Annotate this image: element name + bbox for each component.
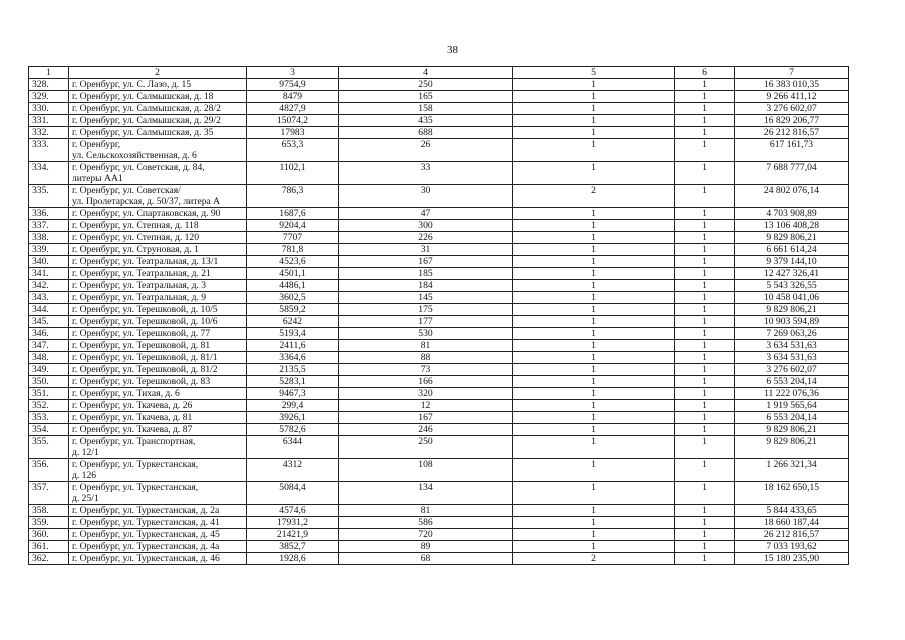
residents-cell: 88 xyxy=(339,352,513,364)
address-cell: г. Оренбург, ул. Туркестанская, д. 46 xyxy=(69,553,247,565)
row-number-cell: 360. xyxy=(29,529,69,541)
col-6-value-cell: 1 xyxy=(675,412,735,424)
residents-cell: 530 xyxy=(339,328,513,340)
amount-cell: 6 661 614,24 xyxy=(735,244,849,256)
amount-cell: 7 269 063,26 xyxy=(735,328,849,340)
col-5-value-cell: 1 xyxy=(513,529,675,541)
table-row xyxy=(29,103,849,115)
table-row xyxy=(29,388,849,400)
area-cell: 4501,1 xyxy=(247,268,339,280)
area-cell: 17983 xyxy=(247,127,339,139)
col-6-value-cell: 1 xyxy=(675,541,735,553)
area-cell: 7707 xyxy=(247,232,339,244)
table-row xyxy=(29,185,849,208)
col-5-value-cell: 1 xyxy=(513,482,675,505)
area-cell: 17931,2 xyxy=(247,517,339,529)
col-5-value-cell: 1 xyxy=(513,91,675,103)
amount-cell: 5 844 433,65 xyxy=(735,505,849,517)
address-cell: г. Оренбург, ул. Салмышская, д. 29/2 xyxy=(69,115,247,127)
col-6-value-cell: 1 xyxy=(675,517,735,529)
address-cell: г. Оренбург, ул. С. Лазо, д. 15 xyxy=(69,79,247,91)
area-cell: 1928,6 xyxy=(247,553,339,565)
col-6-value-cell: 1 xyxy=(675,139,735,162)
area-cell: 786,3 xyxy=(247,185,339,208)
col-6-value-cell: 1 xyxy=(675,424,735,436)
area-cell: 4523,6 xyxy=(247,256,339,268)
col-6-value-cell: 1 xyxy=(675,79,735,91)
area-cell: 8479 xyxy=(247,91,339,103)
table-row xyxy=(29,115,849,127)
col-6-value-cell: 1 xyxy=(675,364,735,376)
address-cell: г. Оренбург, ул. Терешковой, д. 10/5 xyxy=(69,304,247,316)
table-row xyxy=(29,268,849,280)
address-cell: г. Оренбург, ул. Театральная, д. 9 xyxy=(69,292,247,304)
header-col-5: 5 xyxy=(513,67,675,79)
area-cell: 6344 xyxy=(247,436,339,459)
row-number-cell: 354. xyxy=(29,424,69,436)
area-cell: 9467,3 xyxy=(247,388,339,400)
residents-cell: 167 xyxy=(339,412,513,424)
residents-cell: 12 xyxy=(339,400,513,412)
table-row xyxy=(29,412,849,424)
header-col-2: 2 xyxy=(69,67,247,79)
residents-cell: 250 xyxy=(339,79,513,91)
row-number-cell: 353. xyxy=(29,412,69,424)
residents-cell: 68 xyxy=(339,553,513,565)
col-6-value-cell: 1 xyxy=(675,162,735,185)
col-5-value-cell: 1 xyxy=(513,400,675,412)
amount-cell: 15 180 235,90 xyxy=(735,553,849,565)
table-row xyxy=(29,256,849,268)
col-6-value-cell: 1 xyxy=(675,388,735,400)
residents-cell: 166 xyxy=(339,376,513,388)
address-cell: г. Оренбург, ул. Туркестанская, д. 41 xyxy=(69,517,247,529)
amount-cell: 9 829 806,21 xyxy=(735,424,849,436)
col-6-value-cell: 1 xyxy=(675,220,735,232)
area-cell: 4486,1 xyxy=(247,280,339,292)
table-row xyxy=(29,340,849,352)
area-cell: 3602,5 xyxy=(247,292,339,304)
table-row xyxy=(29,304,849,316)
page-number: 38 xyxy=(447,44,458,56)
col-6-value-cell: 1 xyxy=(675,553,735,565)
row-number-cell: 357. xyxy=(29,482,69,505)
area-cell: 2411,6 xyxy=(247,340,339,352)
table-row xyxy=(29,400,849,412)
address-cell: г. Оренбург, ул. Салмышская, д. 28/2 xyxy=(69,103,247,115)
table-row xyxy=(29,79,849,91)
table-row xyxy=(29,162,849,185)
table-row xyxy=(29,424,849,436)
col-6-value-cell: 1 xyxy=(675,208,735,220)
residents-cell: 435 xyxy=(339,115,513,127)
row-number-cell: 358. xyxy=(29,505,69,517)
area-cell: 15074,2 xyxy=(247,115,339,127)
area-cell: 3926,1 xyxy=(247,412,339,424)
address-cell: г. Оренбург, ул. Ткачева, д. 87 xyxy=(69,424,247,436)
row-number-cell: 359. xyxy=(29,517,69,529)
row-number-cell: 351. xyxy=(29,388,69,400)
area-cell: 5782,6 xyxy=(247,424,339,436)
residents-cell: 31 xyxy=(339,244,513,256)
amount-cell: 9 829 806,21 xyxy=(735,304,849,316)
col-5-value-cell: 1 xyxy=(513,280,675,292)
col-5-value-cell: 1 xyxy=(513,436,675,459)
area-cell: 5193,4 xyxy=(247,328,339,340)
col-6-value-cell: 1 xyxy=(675,328,735,340)
residents-cell: 175 xyxy=(339,304,513,316)
col-5-value-cell: 1 xyxy=(513,376,675,388)
amount-cell: 5 543 326,55 xyxy=(735,280,849,292)
amount-cell: 1 266 321,34 xyxy=(735,459,849,482)
row-number-cell: 343. xyxy=(29,292,69,304)
col-5-value-cell: 1 xyxy=(513,364,675,376)
table-row xyxy=(29,364,849,376)
registry-table xyxy=(28,66,849,565)
area-cell: 2135,5 xyxy=(247,364,339,376)
row-number-cell: 336. xyxy=(29,208,69,220)
col-5-value-cell: 1 xyxy=(513,292,675,304)
table-row xyxy=(29,292,849,304)
residents-cell: 47 xyxy=(339,208,513,220)
table-row xyxy=(29,352,849,364)
amount-cell: 3 276 602,07 xyxy=(735,103,849,115)
amount-cell: 9 829 806,21 xyxy=(735,232,849,244)
residents-cell: 30 xyxy=(339,185,513,208)
table-row xyxy=(29,127,849,139)
col-6-value-cell: 1 xyxy=(675,256,735,268)
table-row xyxy=(29,91,849,103)
area-cell: 299,4 xyxy=(247,400,339,412)
amount-cell: 26 212 816,57 xyxy=(735,529,849,541)
amount-cell: 13 106 408,28 xyxy=(735,220,849,232)
residents-cell: 73 xyxy=(339,364,513,376)
residents-cell: 26 xyxy=(339,139,513,162)
table-row xyxy=(29,208,849,220)
col-6-value-cell: 1 xyxy=(675,459,735,482)
amount-cell: 7 033 193,62 xyxy=(735,541,849,553)
residents-cell: 177 xyxy=(339,316,513,328)
area-cell: 653,3 xyxy=(247,139,339,162)
table-body xyxy=(29,79,849,565)
row-number-cell: 341. xyxy=(29,268,69,280)
table-row xyxy=(29,220,849,232)
col-6-value-cell: 1 xyxy=(675,91,735,103)
table-row xyxy=(29,459,849,482)
residents-cell: 184 xyxy=(339,280,513,292)
address-cell: г. Оренбург, ул. Туркестанская, д. 45 xyxy=(69,529,247,541)
col-6-value-cell: 1 xyxy=(675,232,735,244)
address-cell: г. Оренбург, ул. Терешковой, д. 77 xyxy=(69,328,247,340)
address-cell: г. Оренбург, ул. Туркестанская, д. 126 xyxy=(69,459,247,482)
col-5-value-cell: 1 xyxy=(513,268,675,280)
amount-cell: 16 829 206,77 xyxy=(735,115,849,127)
amount-cell: 10 458 041,06 xyxy=(735,292,849,304)
row-number-cell: 340. xyxy=(29,256,69,268)
col-5-value-cell: 1 xyxy=(513,505,675,517)
area-cell: 9754,9 xyxy=(247,79,339,91)
header-col-4: 4 xyxy=(339,67,513,79)
col-5-value-cell: 1 xyxy=(513,208,675,220)
col-5-value-cell: 1 xyxy=(513,220,675,232)
area-cell: 781,8 xyxy=(247,244,339,256)
residents-cell: 300 xyxy=(339,220,513,232)
col-6-value-cell: 1 xyxy=(675,103,735,115)
row-number-cell: 329. xyxy=(29,91,69,103)
row-number-cell: 335. xyxy=(29,185,69,208)
residents-cell: 720 xyxy=(339,529,513,541)
col-6-value-cell: 1 xyxy=(675,280,735,292)
col-6-value-cell: 1 xyxy=(675,127,735,139)
address-cell: г. Оренбург, ул. Ткачева, д. 81 xyxy=(69,412,247,424)
address-cell: г. Оренбург, ул. Тихая, д. 6 xyxy=(69,388,247,400)
amount-cell: 18 660 187,44 xyxy=(735,517,849,529)
amount-cell: 9 266 411,12 xyxy=(735,91,849,103)
area-cell: 3852,7 xyxy=(247,541,339,553)
row-number-cell: 338. xyxy=(29,232,69,244)
table-row xyxy=(29,376,849,388)
col-6-value-cell: 1 xyxy=(675,352,735,364)
address-cell: г. Оренбург, ул. Степная, д. 118 xyxy=(69,220,247,232)
col-5-value-cell: 1 xyxy=(513,304,675,316)
col-5-value-cell: 1 xyxy=(513,139,675,162)
area-cell: 5283,1 xyxy=(247,376,339,388)
amount-cell: 11 222 076,36 xyxy=(735,388,849,400)
amount-cell: 9 829 806,21 xyxy=(735,436,849,459)
col-5-value-cell: 1 xyxy=(513,256,675,268)
col-5-value-cell: 1 xyxy=(513,541,675,553)
residents-cell: 165 xyxy=(339,91,513,103)
address-cell: г. Оренбург, ул. Салмышская, д. 35 xyxy=(69,127,247,139)
residents-cell: 81 xyxy=(339,340,513,352)
row-number-cell: 339. xyxy=(29,244,69,256)
residents-cell: 250 xyxy=(339,436,513,459)
address-cell: г. Оренбург, ул. Театральная, д. 21 xyxy=(69,268,247,280)
row-number-cell: 355. xyxy=(29,436,69,459)
address-cell: г. Оренбург, ул. Степная, д. 120 xyxy=(69,232,247,244)
amount-cell: 4 703 908,89 xyxy=(735,208,849,220)
header-col-1: 1 xyxy=(29,67,69,79)
address-cell: г. Оренбург, ул. Театральная, д. 13/1 xyxy=(69,256,247,268)
row-number-cell: 328. xyxy=(29,79,69,91)
address-cell: г. Оренбург, ул. Терешковой, д. 81/1 xyxy=(69,352,247,364)
residents-cell: 185 xyxy=(339,268,513,280)
area-cell: 3364,6 xyxy=(247,352,339,364)
residents-cell: 33 xyxy=(339,162,513,185)
table-row xyxy=(29,517,849,529)
col-5-value-cell: 2 xyxy=(513,185,675,208)
address-cell: г. Оренбург, ул. Салмышская, д. 18 xyxy=(69,91,247,103)
row-number-cell: 346. xyxy=(29,328,69,340)
area-cell: 9204,4 xyxy=(247,220,339,232)
residents-cell: 586 xyxy=(339,517,513,529)
amount-cell: 9 379 144,10 xyxy=(735,256,849,268)
area-cell: 21421,9 xyxy=(247,529,339,541)
col-6-value-cell: 1 xyxy=(675,115,735,127)
col-5-value-cell: 1 xyxy=(513,412,675,424)
col-5-value-cell: 1 xyxy=(513,517,675,529)
row-number-cell: 362. xyxy=(29,553,69,565)
header-col-6: 6 xyxy=(675,67,735,79)
area-cell: 5859,2 xyxy=(247,304,339,316)
area-cell: 1102,1 xyxy=(247,162,339,185)
col-5-value-cell: 1 xyxy=(513,232,675,244)
row-number-cell: 348. xyxy=(29,352,69,364)
table-row xyxy=(29,232,849,244)
row-number-cell: 347. xyxy=(29,340,69,352)
col-5-value-cell: 1 xyxy=(513,79,675,91)
table-row xyxy=(29,529,849,541)
address-cell: г. Оренбург, ул. Советская, д. 84, литеры АА1 xyxy=(69,162,247,185)
address-cell: г. Оренбург, ул. Ткачева, д. 26 xyxy=(69,400,247,412)
row-number-cell: 334. xyxy=(29,162,69,185)
address-cell: г. Оренбург, ул. Спартаковская, д. 90 xyxy=(69,208,247,220)
table-row xyxy=(29,541,849,553)
col-5-value-cell: 1 xyxy=(513,388,675,400)
address-cell: г. Оренбург, ул. Туркестанская, д. 2а xyxy=(69,505,247,517)
address-cell: г. Оренбург, ул. Туркестанская, д. 4а xyxy=(69,541,247,553)
amount-cell: 10 903 594,89 xyxy=(735,316,849,328)
residents-cell: 320 xyxy=(339,388,513,400)
col-5-value-cell: 1 xyxy=(513,103,675,115)
header-col-3: 3 xyxy=(247,67,339,79)
col-5-value-cell: 1 xyxy=(513,244,675,256)
amount-cell: 1 919 565,64 xyxy=(735,400,849,412)
col-5-value-cell: 1 xyxy=(513,115,675,127)
amount-cell: 26 212 816,57 xyxy=(735,127,849,139)
residents-cell: 158 xyxy=(339,103,513,115)
col-5-value-cell: 1 xyxy=(513,316,675,328)
amount-cell: 6 553 204,14 xyxy=(735,412,849,424)
row-number-cell: 361. xyxy=(29,541,69,553)
amount-cell: 7 688 777,04 xyxy=(735,162,849,185)
col-5-value-cell: 1 xyxy=(513,328,675,340)
row-number-cell: 331. xyxy=(29,115,69,127)
area-cell: 4827,9 xyxy=(247,103,339,115)
col-6-value-cell: 1 xyxy=(675,436,735,459)
table-row xyxy=(29,280,849,292)
amount-cell: 3 634 531,63 xyxy=(735,352,849,364)
row-number-cell: 345. xyxy=(29,316,69,328)
area-cell: 5084,4 xyxy=(247,482,339,505)
area-cell: 6242 xyxy=(247,316,339,328)
residents-cell: 226 xyxy=(339,232,513,244)
row-number-cell: 349. xyxy=(29,364,69,376)
col-6-value-cell: 1 xyxy=(675,316,735,328)
area-cell: 1687,6 xyxy=(247,208,339,220)
col-5-value-cell: 2 xyxy=(513,553,675,565)
amount-cell: 24 802 076,14 xyxy=(735,185,849,208)
table-row xyxy=(29,436,849,459)
row-number-cell: 352. xyxy=(29,400,69,412)
col-6-value-cell: 1 xyxy=(675,340,735,352)
row-number-cell: 333. xyxy=(29,139,69,162)
residents-cell: 167 xyxy=(339,256,513,268)
table-row xyxy=(29,139,849,162)
col-6-value-cell: 1 xyxy=(675,400,735,412)
table-header-row xyxy=(29,67,849,79)
col-6-value-cell: 1 xyxy=(675,505,735,517)
residents-cell: 688 xyxy=(339,127,513,139)
table-row xyxy=(29,244,849,256)
table-row xyxy=(29,553,849,565)
col-6-value-cell: 1 xyxy=(675,304,735,316)
row-number-cell: 337. xyxy=(29,220,69,232)
col-6-value-cell: 1 xyxy=(675,529,735,541)
address-cell: г. Оренбург, ул. Терешковой, д. 81 xyxy=(69,340,247,352)
residents-cell: 246 xyxy=(339,424,513,436)
amount-cell: 16 383 010,35 xyxy=(735,79,849,91)
address-cell: г. Оренбург, ул. Терешковой, д. 10/6 xyxy=(69,316,247,328)
table-row xyxy=(29,505,849,517)
col-5-value-cell: 1 xyxy=(513,340,675,352)
amount-cell: 3 634 531,63 xyxy=(735,340,849,352)
address-cell: г. Оренбург, ул. Сельскохозяйственная, д. 6 xyxy=(69,139,247,162)
residents-cell: 81 xyxy=(339,505,513,517)
amount-cell: 617 161,73 xyxy=(735,139,849,162)
residents-cell: 108 xyxy=(339,459,513,482)
row-number-cell: 332. xyxy=(29,127,69,139)
row-number-cell: 342. xyxy=(29,280,69,292)
area-cell: 4574,6 xyxy=(247,505,339,517)
row-number-cell: 356. xyxy=(29,459,69,482)
address-cell: г. Оренбург, ул. Струновая, д. 1 xyxy=(69,244,247,256)
residents-cell: 89 xyxy=(339,541,513,553)
area-cell: 4312 xyxy=(247,459,339,482)
address-cell: г. Оренбург, ул. Терешковой, д. 83 xyxy=(69,376,247,388)
table-row xyxy=(29,328,849,340)
col-6-value-cell: 1 xyxy=(675,376,735,388)
header-col-7: 7 xyxy=(735,67,849,79)
address-cell: г. Оренбург, ул. Туркестанская, д. 25/1 xyxy=(69,482,247,505)
residents-cell: 134 xyxy=(339,482,513,505)
col-5-value-cell: 1 xyxy=(513,162,675,185)
amount-cell: 12 427 326,41 xyxy=(735,268,849,280)
address-cell: г. Оренбург, ул. Транспортная, д. 12/1 xyxy=(69,436,247,459)
amount-cell: 3 276 602,07 xyxy=(735,364,849,376)
table-row xyxy=(29,482,849,505)
col-5-value-cell: 1 xyxy=(513,459,675,482)
row-number-cell: 350. xyxy=(29,376,69,388)
address-cell: г. Оренбург, ул. Советская/ ул. Пролетарская, д. 50/37, литера А xyxy=(69,185,247,208)
amount-cell: 18 162 650,15 xyxy=(735,482,849,505)
table-row xyxy=(29,316,849,328)
row-number-cell: 344. xyxy=(29,304,69,316)
row-number-cell: 330. xyxy=(29,103,69,115)
residents-cell: 145 xyxy=(339,292,513,304)
col-6-value-cell: 1 xyxy=(675,292,735,304)
address-cell: г. Оренбург, ул. Терешковой, д. 81/2 xyxy=(69,364,247,376)
col-6-value-cell: 1 xyxy=(675,482,735,505)
col-6-value-cell: 1 xyxy=(675,268,735,280)
col-5-value-cell: 1 xyxy=(513,352,675,364)
col-5-value-cell: 1 xyxy=(513,424,675,436)
amount-cell: 6 553 204,14 xyxy=(735,376,849,388)
address-cell: г. Оренбург, ул. Театральная, д. 3 xyxy=(69,280,247,292)
col-6-value-cell: 1 xyxy=(675,185,735,208)
col-5-value-cell: 1 xyxy=(513,127,675,139)
col-6-value-cell: 1 xyxy=(675,244,735,256)
